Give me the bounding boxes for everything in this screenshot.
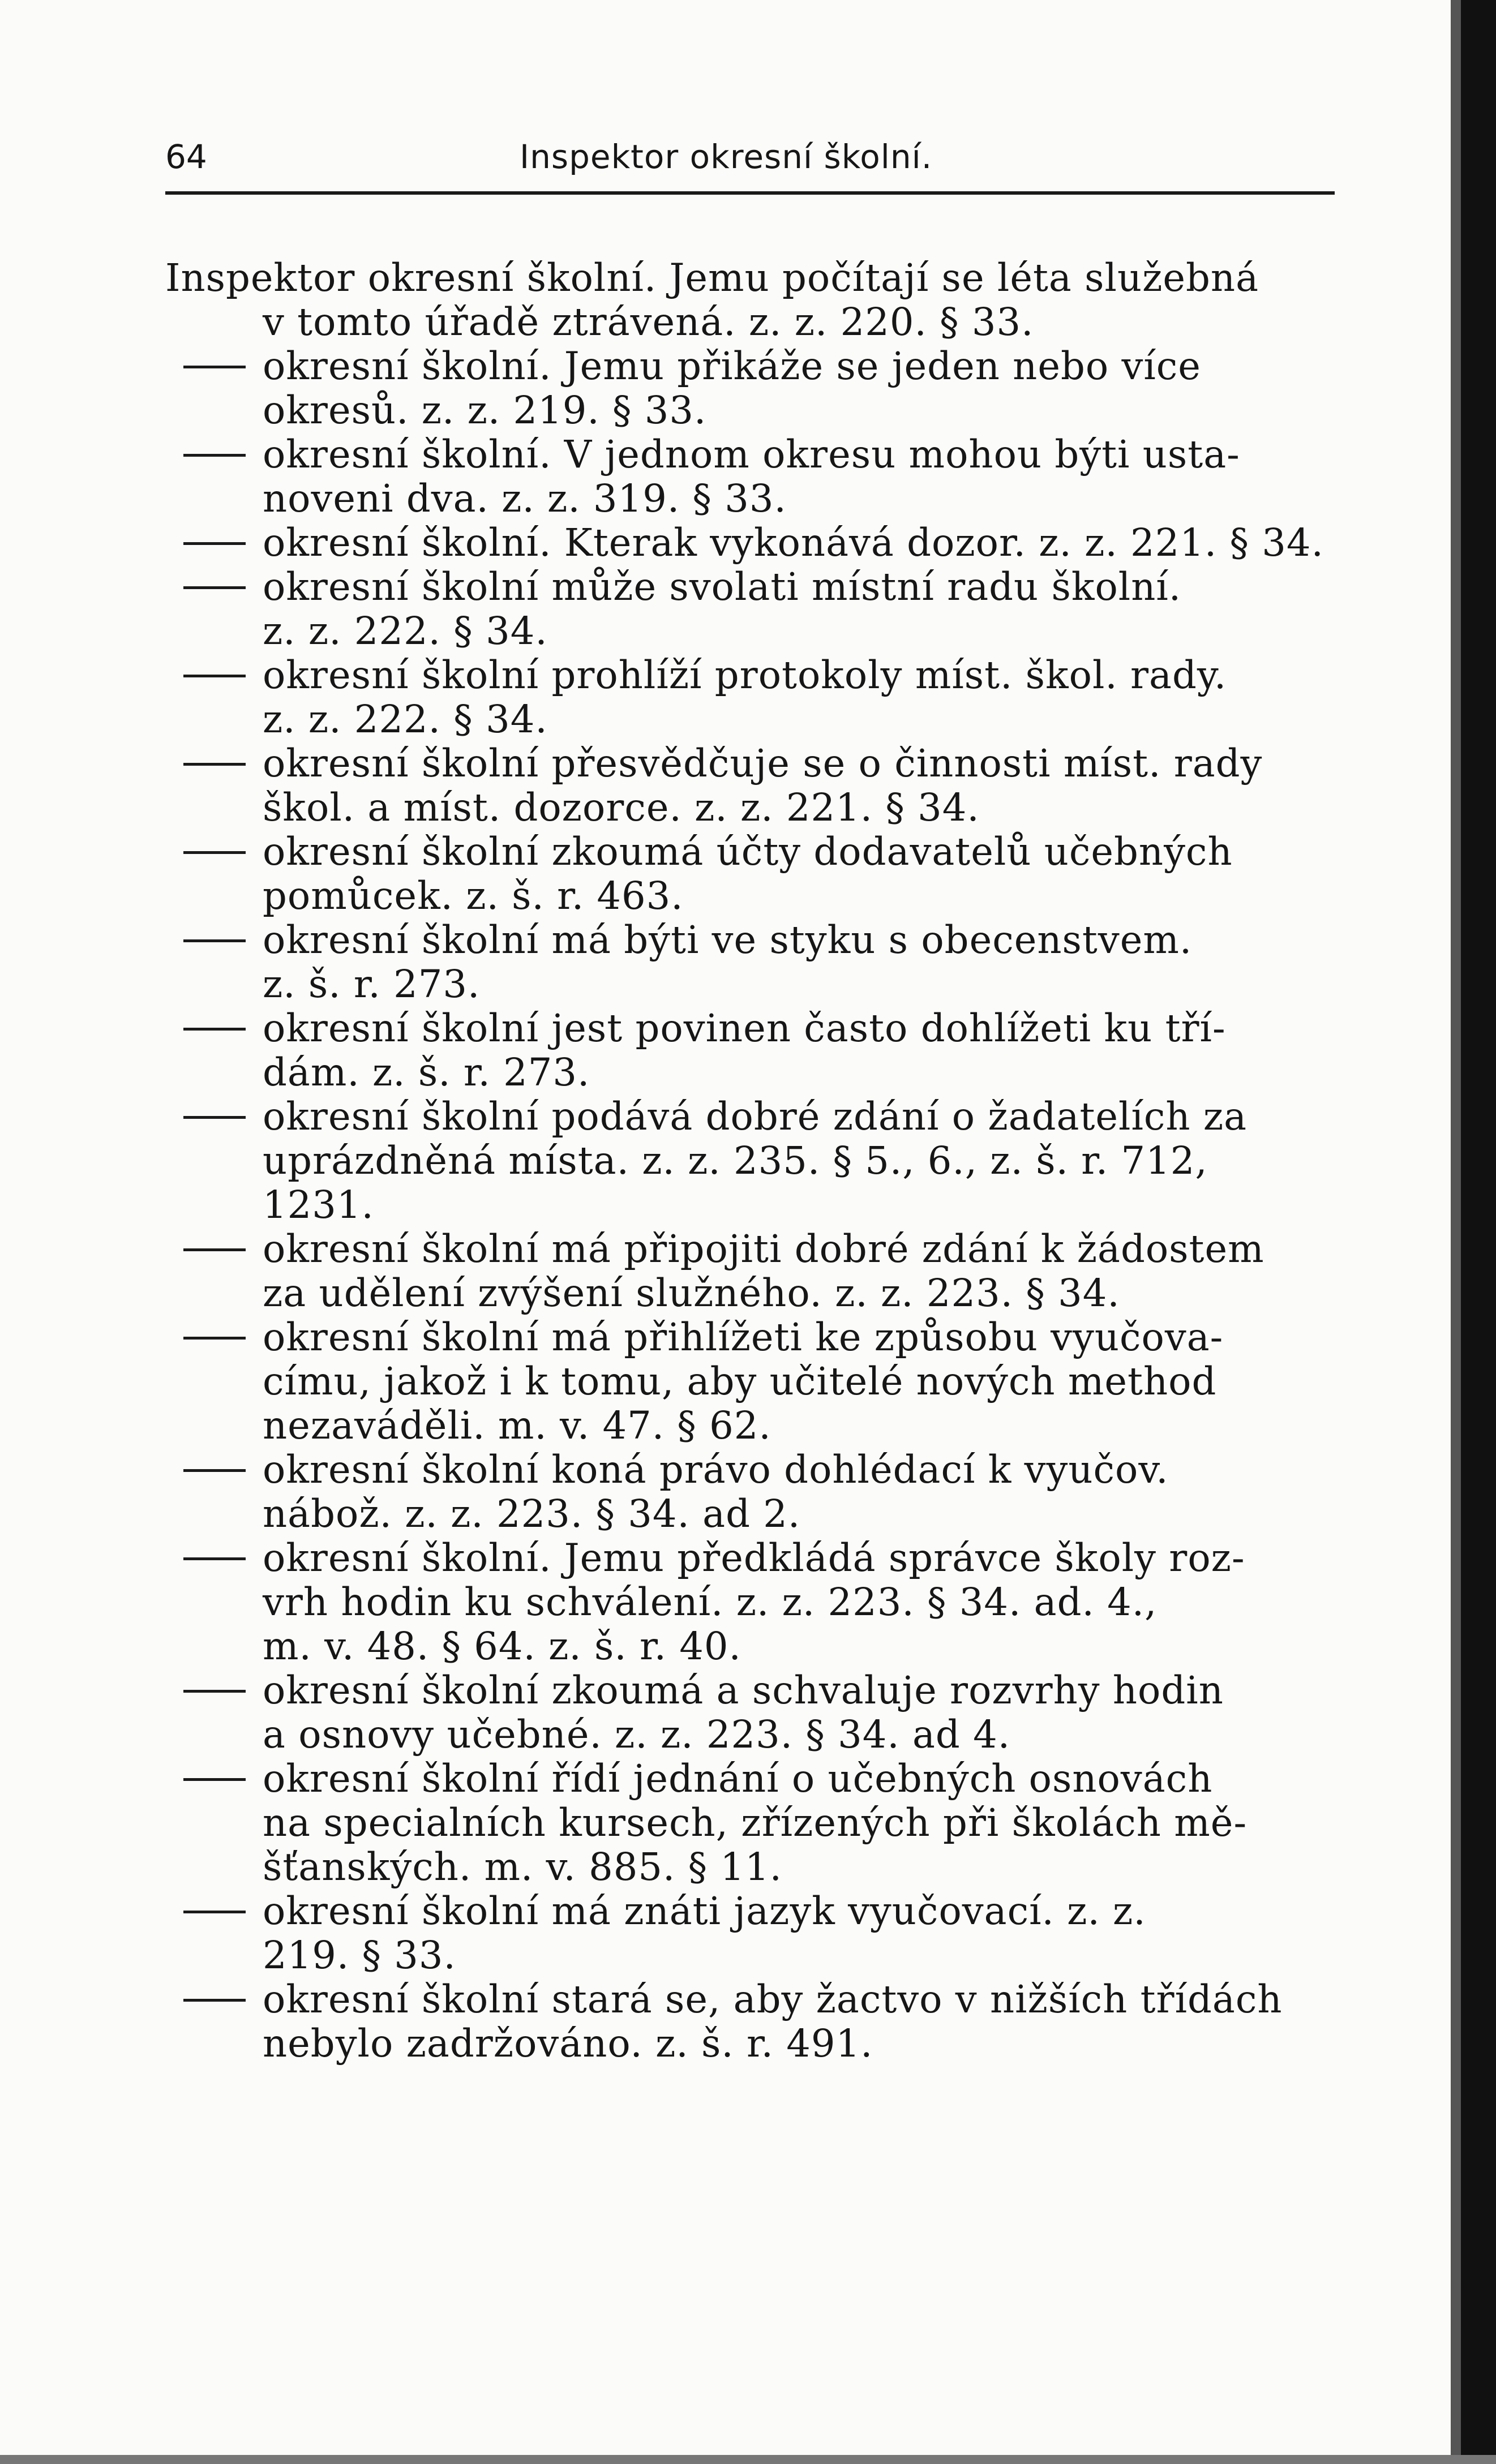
entry-text: okresní školní prohlíží protokoly míst. škol. rady. z. z. 222. § 34.	[263, 653, 1227, 741]
entry-text: okresní školní může svolati místní radu školní. z. z. 222. § 34.	[263, 565, 1182, 653]
repeat-dash	[183, 1911, 246, 1913]
repeat-dash	[183, 1778, 246, 1781]
entry-text: okresní školní má býti ve styku s obecenstvem. z. š. r. 273.	[263, 918, 1193, 1006]
page-edge-shadow	[1451, 0, 1461, 2464]
index-entry	[165, 256, 1348, 344]
index-entry	[165, 1977, 1348, 2066]
book-page	[165, 0, 1365, 2464]
index-entry	[165, 1094, 1348, 1227]
index-entry	[165, 432, 1348, 521]
entry-text: okresní školní podává dobré zdání o žadatelích za uprázdněná místa. z. z. 235. § 5., 6., z. š. r. 712, 1231.	[263, 1094, 1248, 1227]
repeat-dash	[183, 1028, 246, 1031]
entry-text: okresní školní stará se, aby žactvo v nižších třídách nebylo zadržováno. z. š. r. 491.	[263, 1977, 1283, 2066]
repeat-dash	[183, 366, 246, 368]
repeat-dash	[183, 1469, 246, 1472]
repeat-dash	[183, 675, 246, 677]
index-entry	[165, 1889, 1348, 1977]
entry-text: okresní školní má přihlížeti ke způsobu vyučova- címu, jakož i k tomu, aby učitelé nových method nezaváděli. m. v. 47. § 62.	[263, 1315, 1224, 1448]
entry-text: okresní školní. Kterak vykonává dozor. z. z. 221. § 34.	[263, 521, 1324, 565]
page-number: 64	[165, 138, 207, 176]
repeat-dash	[183, 851, 246, 854]
entry-text: okresní školní má znáti jazyk vyučovací. z. z. 219. § 33.	[263, 1889, 1146, 1977]
running-title: Inspektor okresní školní.	[520, 138, 933, 176]
entry-text: okresní školní má připojiti dobré zdání k žádostem za udělení zvýšení služného. z. z. 223. § 34.	[263, 1227, 1264, 1315]
entry-text: Inspektor okresní školní. Jemu počítají se léta služebná v tomto úřadě ztrávená. z. z. 220. § 33.	[165, 256, 1259, 344]
repeat-dash	[183, 1999, 246, 2002]
index-entry	[165, 565, 1348, 653]
index-entry	[165, 1757, 1348, 1889]
repeat-dash	[183, 542, 246, 545]
repeat-dash	[183, 939, 246, 942]
index-entry	[165, 1536, 1348, 1668]
index-entry	[165, 1227, 1348, 1315]
scan-border-right	[1461, 0, 1496, 2464]
repeat-dash	[183, 454, 246, 457]
page-header	[165, 131, 1335, 182]
index-entry	[165, 653, 1348, 741]
repeat-dash	[183, 586, 246, 589]
entry-text: okresní školní koná právo dohlédací k vyučov. nábož. z. z. 223. § 34. ad 2.	[263, 1448, 1169, 1536]
repeat-dash	[183, 763, 246, 766]
entry-text: okresní školní řídí jednání o učebných osnovách na specialních kursech, zřízených při školách mě- šťanských. m. v. 885. § 11.	[263, 1757, 1248, 1889]
entry-text: okresní školní. Jemu přikáže se jeden nebo více okresů. z. z. 219. § 33.	[263, 344, 1201, 432]
index-entry	[165, 1668, 1348, 1757]
repeat-dash	[183, 1690, 246, 1693]
repeat-dash	[183, 1557, 246, 1560]
index-entry	[165, 741, 1348, 830]
index-entry	[165, 1448, 1348, 1536]
index-entry	[165, 918, 1348, 1006]
index-entry	[165, 344, 1348, 432]
entry-text: okresní školní zkoumá a schvaluje rozvrhy hodin a osnovy učebné. z. z. 223. § 34. ad 4.	[263, 1668, 1224, 1757]
header-rule	[165, 191, 1335, 195]
repeat-dash	[183, 1337, 246, 1340]
entry-text: okresní školní přesvědčuje se o činnosti míst. rady škol. a míst. dozorce. z. z. 221. § 34.	[263, 741, 1263, 830]
index-entry	[165, 1315, 1348, 1448]
entry-text: okresní školní jest povinen často dohlížeti ku tří- dám. z. š. r. 273.	[263, 1006, 1226, 1094]
index-entry	[165, 521, 1348, 565]
index-entries	[165, 256, 1348, 2066]
repeat-dash	[183, 1116, 246, 1119]
entry-text: okresní školní. V jednom okresu mohou býti usta- noveni dva. z. z. 319. § 33.	[263, 432, 1240, 521]
repeat-dash	[183, 1248, 246, 1251]
entry-text: okresní školní. Jemu předkládá správce školy roz- vrh hodin ku schválení. z. z. 223. § 34. ad. 4., m. v. 48. § 64. z. š. r. 40.	[263, 1536, 1245, 1668]
index-entry	[165, 830, 1348, 918]
entry-text: okresní školní zkoumá účty dodavatelů učebných pomůcek. z. š. r. 463.	[263, 830, 1233, 918]
index-entry	[165, 1006, 1348, 1094]
